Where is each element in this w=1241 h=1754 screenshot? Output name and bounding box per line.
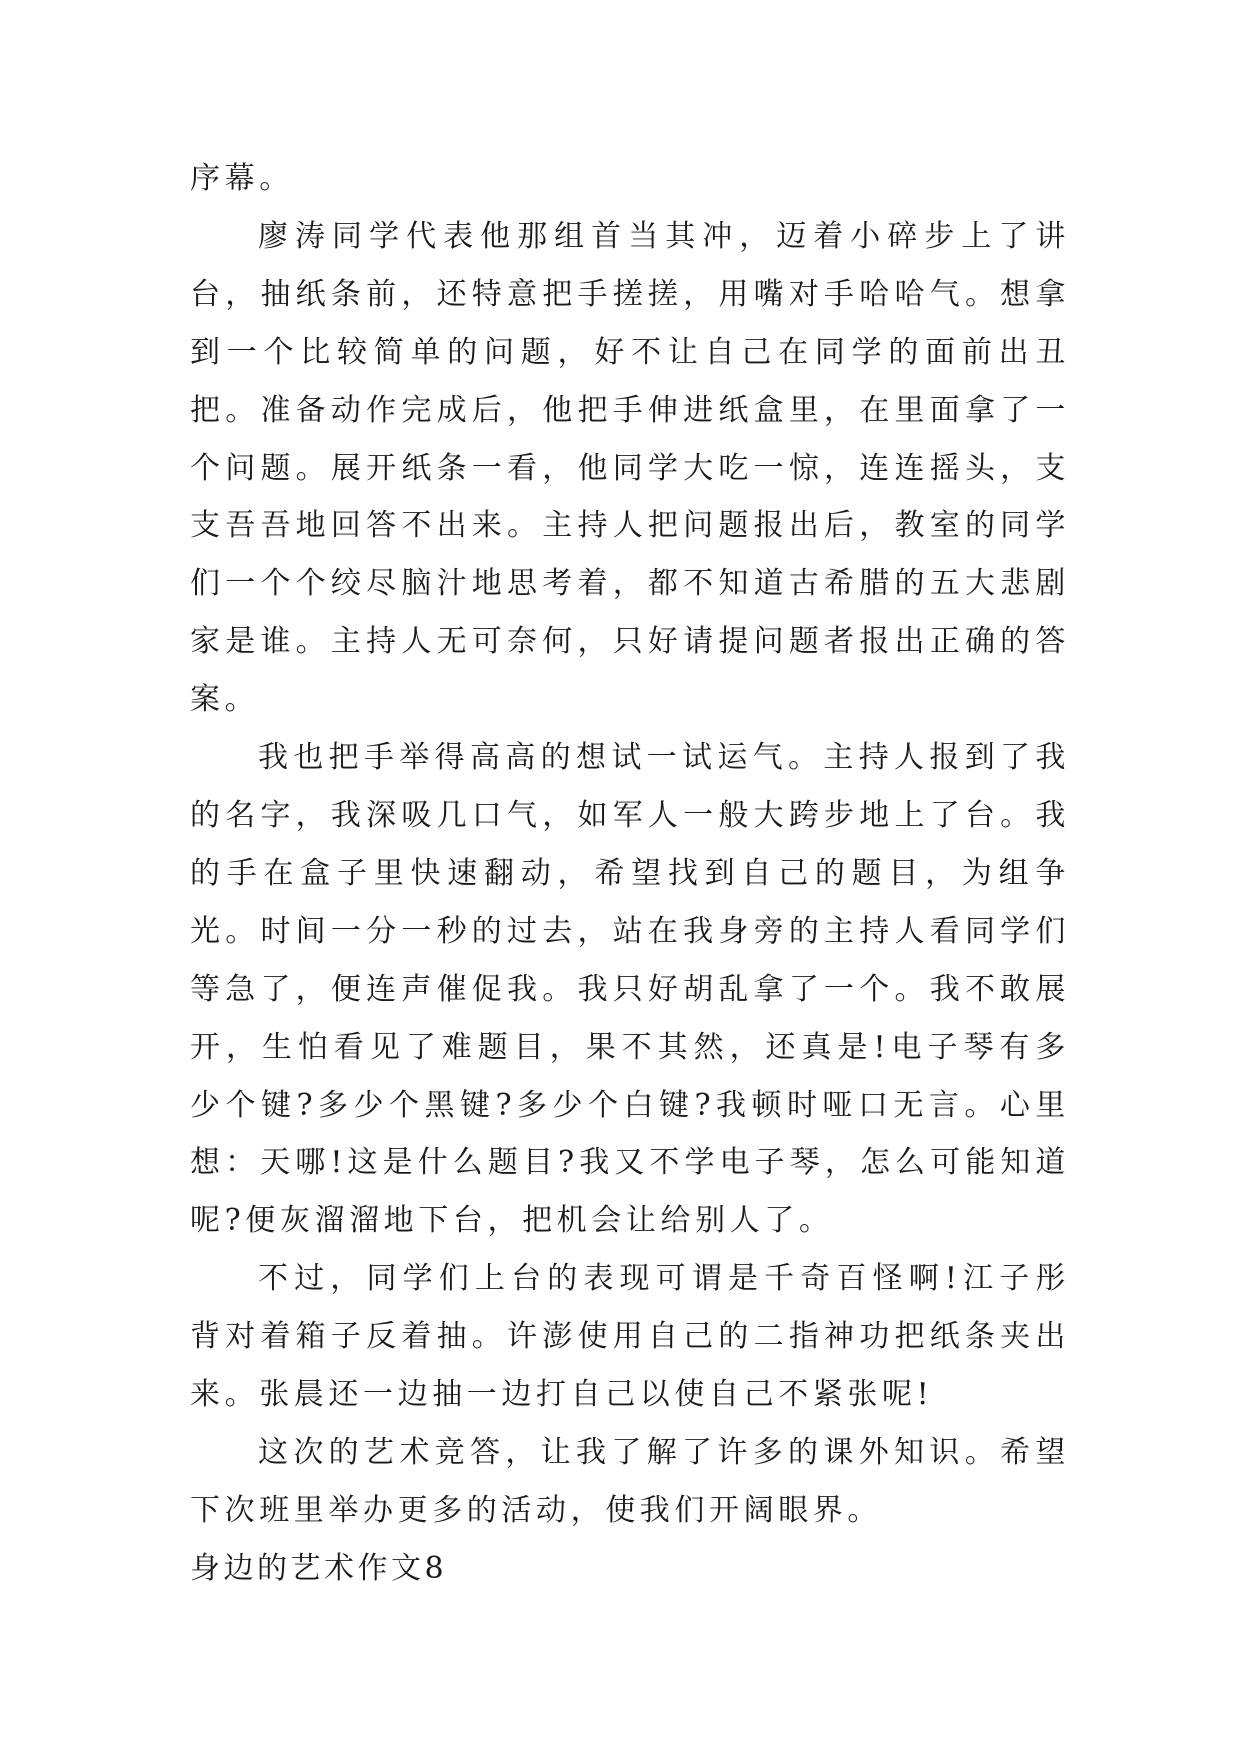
paragraph-liaotao: 廖涛同学代表他那组首当其冲，迈着小碎步上了讲台，抽纸条前，还特意把手搓搓，用嘴对手哈哈气。想拿到一个比较简单的问题，好不让自己在同学的面前出丑把。准备动作完成后，他把手伸进纸盒里，在里面拿了一个问题。展开纸条一看，他同学大吃一惊，连连摇头，支支吾吾地回答不出来。主持人把问题报出后，教室的同学们一个个绞尽脑汁地思考着，都不知道古希腊的五大悲剧家是谁。主持人无可奈何，只好请提问题者报出正确的答案。 bbox=[190, 218, 1070, 718]
paragraph-classmates: 不过，同学们上台的表现可谓是千奇百怪啊!江子彤背对着箱子反着抽。许澎使用自己的二指神功把纸条夹出来。张晨还一边抽一边打自己以使自己不紧张呢! bbox=[190, 1261, 1070, 1413]
paragraph-my-turn: 我也把手举得高高的想试一试运气。主持人报到了我的名字，我深吸几口气，如军人一般大跨步地上了台。我的手在盒子里快速翻动，希望找到自己的题目，为组争光。时间一分一秒的过去，站在我身旁的主持人看同学们等急了，便连声催促我。我只好胡乱拿了一个。我不敢展开，生怕看见了难题目，果不其然，还真是!电子琴有多少个键?多少个黑键?多少个白键?我顿时哑口无言。心里想：天哪!这是什么题目?我又不学电子琴，怎么可能知道呢?便灰溜溜地下台，把机会让给别人了。 bbox=[190, 740, 1070, 1239]
paragraph-continuation: 序幕。 bbox=[190, 161, 294, 196]
section-title: 身边的艺术作文8 bbox=[190, 1550, 448, 1586]
article-body bbox=[190, 150, 1070, 1598]
paragraph-conclusion: 这次的艺术竞答，让我了解了许多的课外知识。希望下次班里举办更多的活动，使我们开阔眼界。 bbox=[190, 1434, 1070, 1528]
